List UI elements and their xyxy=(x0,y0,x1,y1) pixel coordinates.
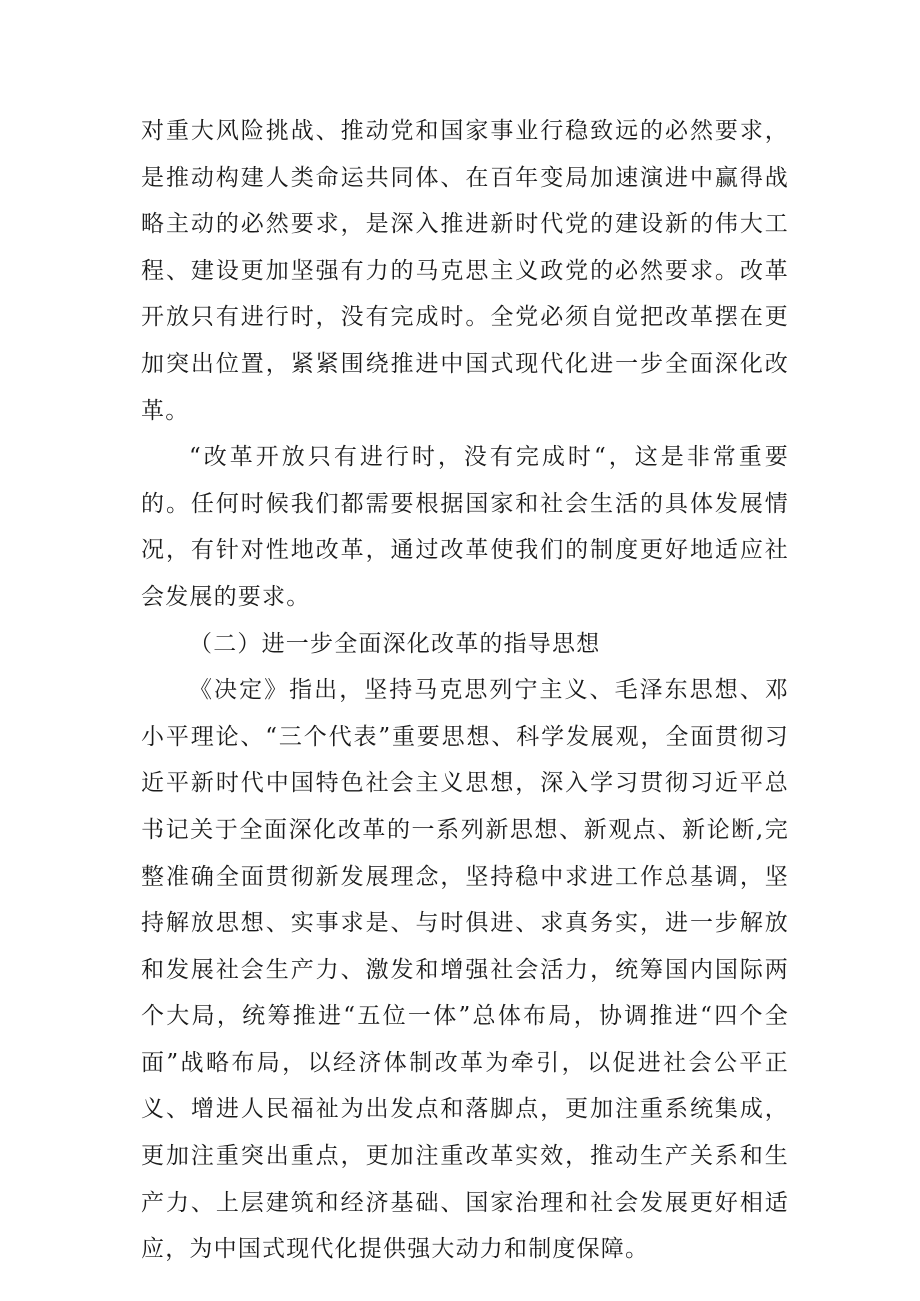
section-heading: （二）进一步全面深化改革的指导思想 xyxy=(189,630,601,657)
paragraph-quote-commentary: “改革开放只有进行时，没有完成时“，这是非常重要的。任何时候我们都需要根据国家和社会生活的具体发展情况，有针对性地改革，通过改革使我们的制度更好地适应社会发展的要求。 xyxy=(141,444,789,610)
document-body xyxy=(141,108,789,1273)
paragraph-guiding-thought: 《决定》指出，坚持马克思列宁主义、毛泽东思想、邓小平理论、“三个代表”重要思想、科学发展观，全面贯彻习近平新时代中国特色社会主义思想，深入学习贯彻习近平总书记关于全面深化改革的一系列新思想、新观点、新论断,完整准确全面贯彻新发展理念，坚持稳中求进工作总基调，坚持解放思想、实事求是、与时俱进、求真务实，进一步解放和发展社会生产力、激发和增强社会活力，统筹国内国际两个大局，统筹推进“五位一体”总体布局，协调推进“四个全面”战略布局，以经济体制改革为牵引，以促进社会公平正义、增进人民福祉为出发点和落脚点，更加注重系统集成，更加注重突出重点，更加注重改革实效，推动生产关系和生产力、上层建筑和经济基础、国家治理和社会发展更好相适应，为中国式现代化提供强大动力和制度保障。 xyxy=(141,677,789,1263)
paragraph-continuation: 对重大风险挑战、推动党和国家事业行稳致远的必然要求，是推动构建人类命运共同体、在百年变局加速演进中赢得战略主动的必然要求，是深入推进新时代党的建设新的伟大工程、建设更加坚强有力的马克思主义政党的必然要求。改革开放只有进行时，没有完成时。全党必须自觉把改革摆在更加突出位置，紧紧围绕推进中国式现代化进一步全面深化改革。 xyxy=(141,118,789,424)
